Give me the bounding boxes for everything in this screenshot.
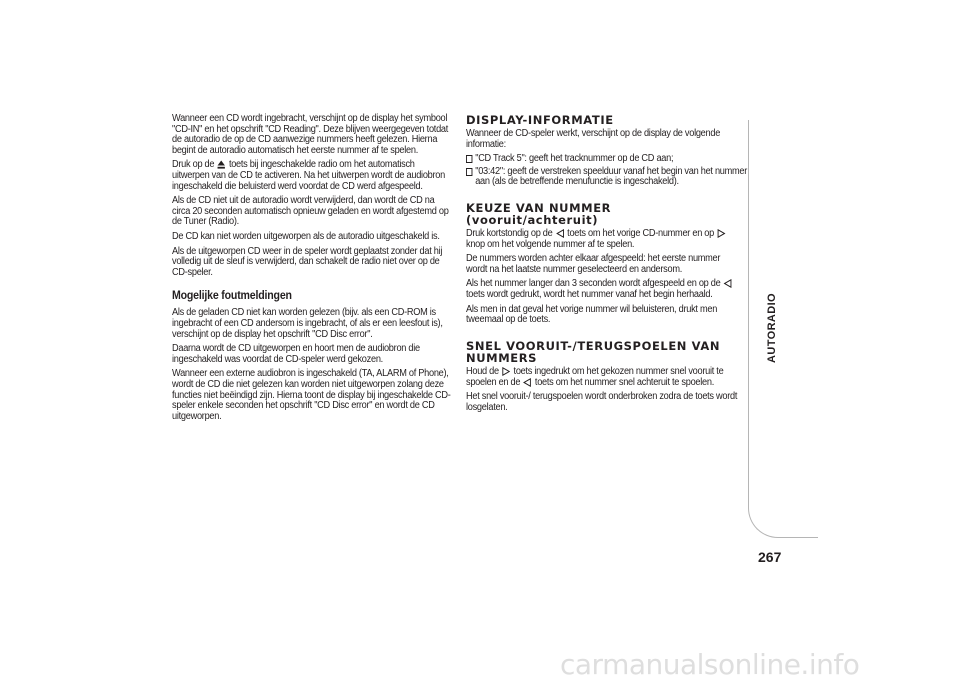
page-number: 267 [758,549,782,565]
next-arrow-icon [502,367,510,376]
paragraph-cd-insert: Wanneer een CD wordt ingebracht, verschijnt op de display het symbool "CD-IN" en het opschrift "CD Reading". Deze blijven weergegeven totdat de autoradio de op de CD aanwezige nummers heeft gelezen. Hierna begint de autoradio automatisch het eerste nummer af te spelen. [172,113,449,156]
heading-fast-forward: SNEL VOORUIT-/TERUGSPOELEN VAN NUMMERS [466,339,721,365]
right-column [466,113,748,418]
paragraph-no-eject: De CD kan niet worden uitgeworpen als de autoradio uitgeschakeld is. [172,231,440,243]
chapter-tab-frame [748,120,818,538]
prev-arrow-icon [724,279,732,288]
paragraph-track-order: De nummers worden achter elkaar afgespeeld: het eerste nummer wordt na het laatste nummer geselecteerd en andersom. [466,253,721,275]
list-item-text: "03:42": geeft de verstreken speelduur vanaf het begin van het nummer aan (als de betreffende menufunctie is ingeschakeld). [475,165,748,188]
watermark: carmanualsonline.info [560,648,860,681]
list-item-text: "CD Track 5": geeft het tracknummer op de CD aan; [475,153,674,165]
display-info-list [466,153,748,188]
heading-track-selection: KEUZE VAN NUMMER (vooruit/achteruit) [466,200,612,227]
eject-text-b: toets bij ingeschakelde radio om het automatisch uitwerpen van de CD te activeren. Na het uitwerpen wordt de audiobron ingeschakeld die beluisterd werd voordat de CD werd afgespeeld. [172,159,445,192]
text-fragment: Als het nummer langer dan 3 seconden wordt afgespeeld en op de [466,278,721,290]
paragraph-auto-reload: Als de CD niet uit de autoradio wordt verwijderd, dan wordt de CD na circa 20 seconden automatisch opnieuw geladen en wordt afgestemd op de Tuner (Radio). [172,195,449,228]
paragraph-fast-forward [466,367,742,388]
paragraph-after-eject: Daarna wordt de CD uitgeworpen en hoort men de audiobron die ingeschakeld was voordat de CD-speler werd gekozen. [172,343,420,365]
paragraph-track-buttons [466,229,742,250]
paragraph-disc-error: Als de geladen CD niet kan worden gelezen (bijv. als een CD-ROM is ingebracht of een CD andersom is ingebracht, of als er een leesfout is), verschijnt op de display het opschrift "CD Disc error". [172,307,443,340]
next-arrow-icon [717,229,725,238]
prev-arrow-icon [556,229,564,238]
paragraph-eject [172,160,452,192]
text-fragment: Druk kortstondig op de [466,228,553,240]
heading-display-info: DISPLAY-INFORMATIE [466,113,614,127]
eject-icon [217,160,225,169]
paragraph-reinsert: Als de uitgeworpen CD weer in de speler wordt geplaatst zonder dat hij volledig uit de sleuf is verwijderd, dan schakelt de radio niet over op de CD-speler. [172,245,443,278]
checkbox-bullet-icon [466,155,472,163]
subheading-errors: Mogelijke foutmeldingen [172,290,292,303]
eject-text-a: Druk op de [172,159,215,171]
chapter-label: AUTORADIO [766,292,778,363]
paragraph-external-source: Wanneer een externe audiobron is ingeschakeld (TA, ALARM of Phone), wordt de CD die niet gelezen kan worden niet uitgeworpen zolang deze functies niet beëindigd zijn. Hierna toont de display bij ingeschakelde CD-speler enkele seconden het opschrift "CD Disc error" en wordt de CD uitgeworpen. [172,368,451,422]
text-fragment: Houd de [466,366,499,378]
text-fragment: toets wordt gedrukt, wordt het nummer vanaf het begin herhaald. [466,289,713,301]
list-item [466,167,751,188]
text-fragment: knop om het volgende nummer af te spelen. [466,238,635,250]
paragraph-previous-track: Als men in dat geval het vorige nummer wil beluisteren, drukt men tweemaal op de toets. [466,303,718,326]
text-fragment: toets ingedrukt om het gekozen nummer snel vooruit te spoelen en de [466,366,724,388]
paragraph-track-repeat [466,279,742,300]
paragraph-fast-forward-stop: Het snel vooruit-/ terugspoelen wordt onderbroken zodra de toets wordt losgelaten. [466,391,738,414]
text-fragment: toets om het nummer snel achteruit te spoelen. [534,376,714,388]
text-fragment: toets om het vorige CD-nummer en op [567,228,714,240]
list-item [466,154,751,165]
paragraph-display-intro: Wanneer de CD-speler werkt, verschijnt op de display de volgende informatie: [466,128,721,150]
prev-arrow-icon [523,378,531,387]
checkbox-bullet-icon [466,168,472,176]
left-column [172,114,454,426]
